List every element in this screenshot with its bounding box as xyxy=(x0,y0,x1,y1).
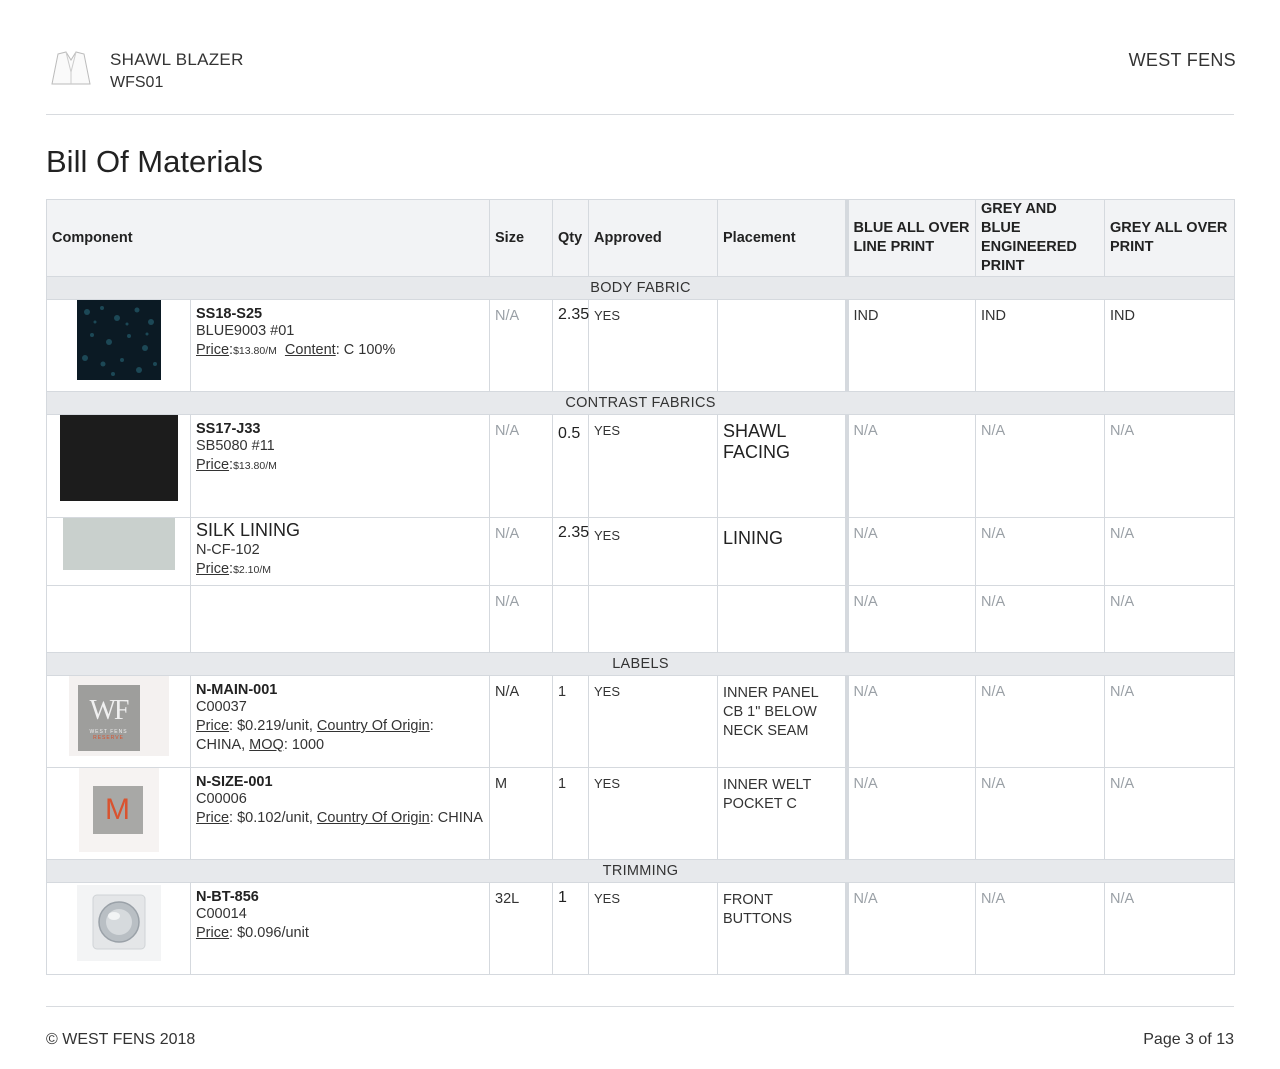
section-row xyxy=(47,653,1235,676)
component-code: SS18-S25 xyxy=(196,306,263,322)
table-row[interactable] xyxy=(47,883,1235,975)
colorway-value: N/A xyxy=(981,776,1006,792)
approved-cell xyxy=(589,518,718,586)
col-header-colorway-2: GREY AND BLUE ENGINEERED PRINT xyxy=(976,200,1105,277)
colorway-value: N/A xyxy=(981,526,1006,542)
price-label: Price xyxy=(196,342,230,358)
component-name: C00006 xyxy=(196,791,247,807)
placement-cell xyxy=(718,300,847,392)
price-label: Price xyxy=(196,810,230,826)
qty-cell xyxy=(553,586,589,653)
col-header-size: Size xyxy=(490,200,553,277)
size-value: M xyxy=(495,776,508,792)
section-row xyxy=(47,277,1235,300)
price-value: : $0.219/unit, xyxy=(229,718,317,734)
fabric-swatch-image xyxy=(63,518,175,570)
qty-cell xyxy=(553,883,589,975)
colorway-value: N/A xyxy=(1110,776,1135,792)
colorway-value: N/A xyxy=(853,891,878,907)
fabric-swatch-image xyxy=(77,300,161,380)
component-cell xyxy=(191,518,490,586)
colorway-value: N/A xyxy=(853,526,878,542)
moq-label: MOQ xyxy=(249,737,284,753)
colorway-cell xyxy=(847,300,976,392)
component-cell xyxy=(191,415,490,518)
col-header-placement: Placement xyxy=(718,200,847,277)
placement-cell xyxy=(718,768,847,860)
colorway-value: N/A xyxy=(1110,526,1135,542)
colorway-cell xyxy=(976,586,1105,653)
price-value: $13.80/M xyxy=(233,460,277,472)
logo-tag: RESERVE xyxy=(93,735,124,741)
origin-value: : CHINA xyxy=(429,810,483,826)
colorway-value: N/A xyxy=(981,594,1006,610)
section-title-body-fabric: BODY FABRIC xyxy=(47,277,1235,300)
component-cell xyxy=(191,300,490,392)
style-name: SHAWL BLAZER xyxy=(110,50,244,69)
approved-cell xyxy=(589,768,718,860)
component-details: Price:$2.10/M xyxy=(196,561,272,577)
header-divider xyxy=(46,114,1234,115)
size-cell xyxy=(490,415,553,518)
component-code: N-MAIN-001 xyxy=(196,682,278,698)
component-cell xyxy=(191,768,490,860)
section-title-contrast-fabrics: CONTRAST FABRICS xyxy=(47,392,1235,415)
approved-cell xyxy=(589,676,718,768)
price-value: $13.80/M xyxy=(233,345,277,357)
table-header-row xyxy=(47,200,1235,277)
logo-brand: WEST FENS xyxy=(89,729,128,735)
content-value: : C 100% xyxy=(335,342,396,358)
colorway-value: N/A xyxy=(981,891,1006,907)
approved-cell xyxy=(589,415,718,518)
colorway-cell xyxy=(1105,518,1235,586)
qty-value: 1 xyxy=(558,889,567,906)
approved-value: YES xyxy=(594,891,621,906)
section-title-labels: LABELS xyxy=(47,653,1235,676)
placement-value: INNER PANEL CB 1" BELOW NECK SEAM xyxy=(723,685,819,739)
origin-label: Country Of Origin xyxy=(316,718,430,734)
page-number: Page 3 of 13 xyxy=(1143,1031,1234,1048)
qty-value: 1 xyxy=(558,776,567,792)
table-row[interactable] xyxy=(47,768,1235,860)
qty-cell xyxy=(553,300,589,392)
document-header xyxy=(46,46,1236,114)
colorway-cell xyxy=(1105,586,1235,653)
component-name: SB5080 #11 xyxy=(196,438,275,454)
colorway-cell xyxy=(847,883,976,975)
bill-of-materials-table xyxy=(46,199,1235,975)
colorway-value: IND xyxy=(1110,308,1135,324)
component-code: SS17-J33 xyxy=(196,421,261,437)
price-label: Price xyxy=(196,457,230,473)
style-code: WFS01 xyxy=(110,74,164,91)
origin-value: : CHINA, xyxy=(196,718,434,753)
price-label: Price xyxy=(196,561,230,577)
colorway-cell xyxy=(847,676,976,768)
colorway-value: N/A xyxy=(853,423,878,439)
swatch-cell xyxy=(47,586,191,653)
approved-cell xyxy=(589,883,718,975)
colorway-cell xyxy=(976,300,1105,392)
component-code: N-CF-102 xyxy=(196,542,260,558)
page-title: Bill Of Materials xyxy=(46,144,264,179)
price-value: $2.10/M xyxy=(233,564,272,576)
colorway-value: N/A xyxy=(981,423,1006,439)
component-code: N-BT-856 xyxy=(196,889,259,905)
colorway-cell xyxy=(847,415,976,518)
qty-value: 0.5 xyxy=(558,425,581,442)
col-header-colorway-3: GREY ALL OVER PRINT xyxy=(1105,200,1235,277)
colorway-cell xyxy=(976,676,1105,768)
qty-value: 2.35 xyxy=(558,524,590,541)
brand-name: WEST FENS xyxy=(1128,50,1236,70)
price-label: Price xyxy=(196,718,230,734)
placement-value: SHAWL FACING xyxy=(723,421,791,462)
swatch-cell xyxy=(47,300,191,392)
component-name: C00037 xyxy=(196,699,247,715)
colorway-value: N/A xyxy=(853,776,878,792)
placement-cell xyxy=(718,518,847,586)
qty-cell xyxy=(553,415,589,518)
swatch-cell xyxy=(47,518,191,586)
colorway-value: N/A xyxy=(981,684,1006,700)
component-details: Price:$13.80/M xyxy=(196,457,277,473)
label-image xyxy=(79,768,159,852)
colorway-value: N/A xyxy=(1110,423,1135,439)
size-cell xyxy=(490,676,553,768)
colorway-cell xyxy=(847,586,976,653)
qty-cell xyxy=(553,768,589,860)
approved-value: YES xyxy=(594,308,621,323)
swatch-cell xyxy=(47,883,191,975)
swatch-cell xyxy=(47,676,191,768)
component-name: SILK LINING xyxy=(196,520,301,540)
colorway-cell xyxy=(1105,415,1235,518)
colorway-cell xyxy=(976,518,1105,586)
size-value: N/A xyxy=(495,308,520,324)
placement-value: LINING xyxy=(723,528,784,548)
colorway-value: N/A xyxy=(1110,594,1135,610)
component-details: Price:$13.80/M Content: C 100% xyxy=(196,342,396,358)
colorway-value: N/A xyxy=(853,684,878,700)
origin-label: Country Of Origin xyxy=(316,810,430,826)
qty-cell xyxy=(553,518,589,586)
fabric-swatch-image xyxy=(60,415,178,501)
placement-cell xyxy=(718,676,847,768)
colorway-value: N/A xyxy=(1110,891,1135,907)
placement-value: INNER WELT POCKET C xyxy=(723,777,812,812)
size-value: N/A xyxy=(495,526,520,542)
table-row[interactable] xyxy=(47,676,1235,768)
colorway-cell xyxy=(1105,676,1235,768)
component-code: N-SIZE-001 xyxy=(196,774,273,790)
colorway-cell xyxy=(1105,300,1235,392)
price-value: : $0.102/unit, xyxy=(229,810,317,826)
size-cell xyxy=(490,883,553,975)
colorway-cell xyxy=(976,883,1105,975)
content-label: Content xyxy=(284,342,336,358)
component-cell xyxy=(191,883,490,975)
table-row[interactable] xyxy=(47,415,1235,518)
button-image xyxy=(71,883,167,963)
swatch-cell xyxy=(47,415,191,518)
table-row[interactable] xyxy=(47,586,1235,653)
colorway-cell xyxy=(976,768,1105,860)
approved-value: YES xyxy=(594,528,621,543)
size-value: N/A xyxy=(495,594,520,610)
copyright: © WEST FENS 2018 xyxy=(46,1031,196,1048)
section-row xyxy=(47,392,1235,415)
colorway-cell xyxy=(1105,883,1235,975)
size-cell xyxy=(490,518,553,586)
component-name: BLUE9003 #01 xyxy=(196,323,295,339)
price-value: : $0.096/unit xyxy=(229,925,309,941)
colorway-value: N/A xyxy=(853,594,878,610)
label-image xyxy=(69,676,169,756)
approved-cell xyxy=(589,586,718,653)
main-label-logo xyxy=(78,685,140,751)
size-cell xyxy=(490,586,553,653)
placement-cell xyxy=(718,586,847,653)
qty-value: 1 xyxy=(558,684,567,700)
logo-monogram: WF xyxy=(89,695,128,726)
size-cell xyxy=(490,300,553,392)
size-label-tag: M xyxy=(93,786,143,834)
component-cell xyxy=(191,676,490,768)
placement-cell xyxy=(718,883,847,975)
colorway-value: N/A xyxy=(1110,684,1135,700)
component-details xyxy=(196,809,484,828)
qty-cell xyxy=(553,676,589,768)
component-name: C00014 xyxy=(196,906,247,922)
qty-value: 2.35 xyxy=(558,306,590,323)
placement-value: FRONT BUTTONS xyxy=(723,892,793,927)
col-header-approved: Approved xyxy=(589,200,718,277)
colorway-cell xyxy=(847,518,976,586)
table-row[interactable] xyxy=(47,300,1235,392)
price-label: Price xyxy=(196,925,230,941)
component-cell xyxy=(191,586,490,653)
component-details xyxy=(196,717,484,755)
approved-value: YES xyxy=(594,776,621,791)
swatch-cell xyxy=(47,768,191,860)
footer-divider xyxy=(46,1006,1234,1007)
placement-cell xyxy=(718,415,847,518)
colorway-value: IND xyxy=(853,308,879,324)
col-header-qty: Qty xyxy=(553,200,589,277)
colorway-cell xyxy=(847,768,976,860)
size-value: N/A xyxy=(495,684,520,700)
size-value: 32L xyxy=(495,891,520,907)
approved-cell xyxy=(589,300,718,392)
col-header-colorway-1: BLUE ALL OVER LINE PRINT xyxy=(847,200,976,277)
blazer-sketch-icon xyxy=(50,50,92,86)
table-row[interactable] xyxy=(47,518,1235,586)
approved-value: YES xyxy=(594,684,621,699)
size-cell xyxy=(490,768,553,860)
component-details xyxy=(196,924,484,943)
moq-value: : 1000 xyxy=(283,737,325,753)
col-header-component: Component xyxy=(47,200,490,277)
colorway-value: IND xyxy=(981,308,1006,324)
colorway-cell xyxy=(976,415,1105,518)
section-row xyxy=(47,860,1235,883)
section-title-trimming: TRIMMING xyxy=(47,860,1235,883)
size-value: N/A xyxy=(495,423,520,439)
colorway-cell xyxy=(1105,768,1235,860)
approved-value: YES xyxy=(594,423,621,438)
